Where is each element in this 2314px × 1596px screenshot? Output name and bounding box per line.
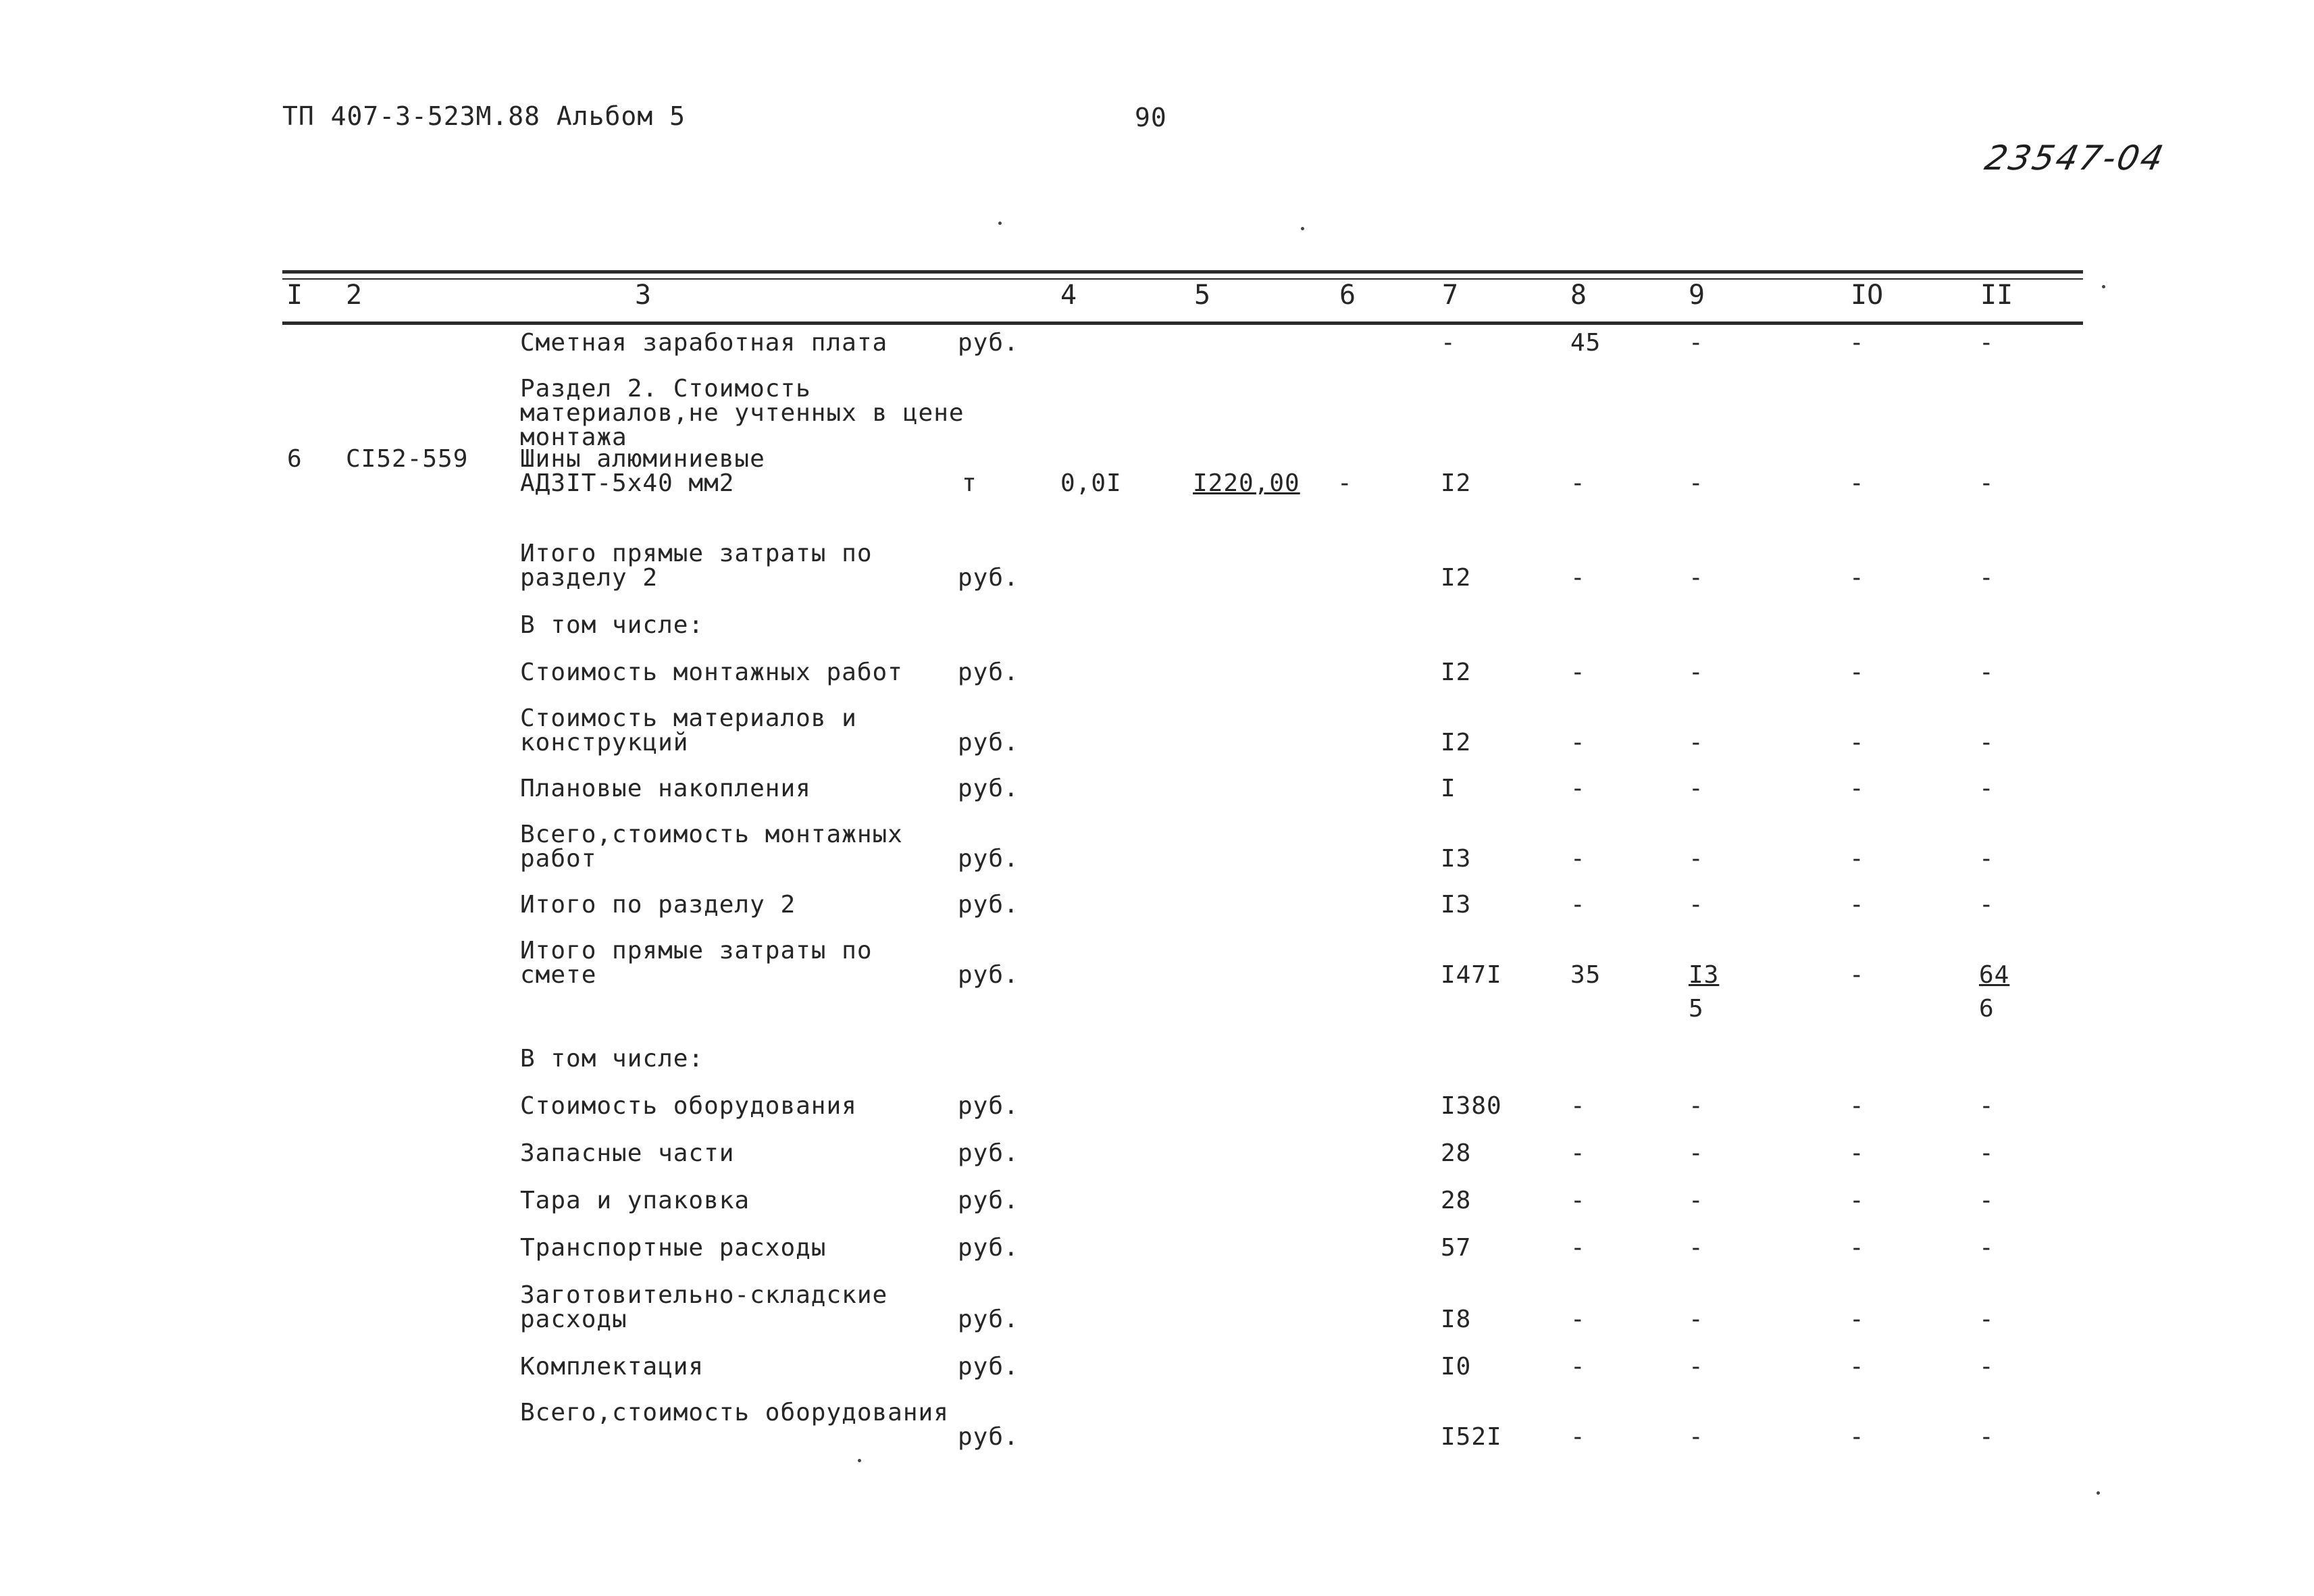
item-unit: руб. xyxy=(958,1234,1019,1262)
item-position: 6 xyxy=(287,445,303,473)
cell-col8: - xyxy=(1570,1423,1586,1451)
item-unit: руб. xyxy=(958,845,1019,873)
scan-speck xyxy=(858,1459,861,1462)
cell-col7: I2 xyxy=(1441,729,1472,756)
column-header: 6 xyxy=(1339,280,1356,311)
cell-col11: 64 xyxy=(1979,961,2010,989)
cell-col7: 57 xyxy=(1441,1234,1472,1262)
cell-col11: - xyxy=(1979,845,1995,873)
cell-col10: - xyxy=(1849,729,1865,756)
cell-col11: - xyxy=(1979,891,1995,919)
item-name: Запасные части xyxy=(520,1139,735,1167)
cell-col10: - xyxy=(1849,891,1865,919)
item-unit: руб. xyxy=(958,1306,1019,1333)
inventory-number: 23547-04 xyxy=(1981,138,2169,178)
cell-col9: - xyxy=(1689,1187,1704,1214)
cell-col8: - xyxy=(1570,1187,1586,1214)
cell-col8: - xyxy=(1570,1306,1586,1333)
document-reference: ТП 407-3-523М.88 Альбом 5 xyxy=(282,101,686,131)
item-name: Тара и упаковка xyxy=(520,1187,750,1214)
cell-col10: - xyxy=(1849,329,1865,357)
cell-col7: I xyxy=(1441,775,1456,802)
item-name: Итого по разделу 2 xyxy=(520,891,796,919)
cell-col9: - xyxy=(1689,845,1704,873)
item-name: Всего,стоимость монтажных работ xyxy=(520,821,903,873)
column-header: 9 xyxy=(1689,280,1705,311)
item-name: Шины алюминиевые АДЗIТ-5х40 мм2 xyxy=(520,445,765,497)
scan-speck xyxy=(1301,227,1304,230)
column-header: I xyxy=(286,280,303,311)
cell-col7: I52I xyxy=(1441,1423,1502,1451)
item-name: Транспортные расходы xyxy=(520,1234,827,1262)
cell-col11: - xyxy=(1979,1234,1995,1262)
cell-col7: I8 xyxy=(1441,1306,1472,1333)
item-name: Итого прямые затраты по смете xyxy=(520,937,873,989)
item-name: Заготовительно-складские расходы xyxy=(520,1281,888,1333)
cell-col10: - xyxy=(1849,659,1865,686)
cell-col9: - xyxy=(1689,1423,1704,1451)
cell-col11: - xyxy=(1979,1092,1995,1120)
cell-col11: - xyxy=(1979,329,1995,357)
cell-col9: - xyxy=(1689,729,1704,756)
column-header: 4 xyxy=(1060,280,1077,311)
cell-col5: I220,00 xyxy=(1193,469,1300,497)
item-unit: руб. xyxy=(958,1423,1019,1451)
cell-col8: 45 xyxy=(1570,329,1601,357)
cell-col8: 35 xyxy=(1570,961,1601,989)
cell-col7: 28 xyxy=(1441,1139,1472,1167)
cell-col11: - xyxy=(1979,659,1995,686)
cell-col9: I3 xyxy=(1689,961,1720,989)
cell-col11: - xyxy=(1979,1139,1995,1167)
cell-col11: - xyxy=(1979,469,1995,497)
column-header: 5 xyxy=(1194,280,1211,311)
table-top-rule xyxy=(282,270,2083,274)
cell-col7: - xyxy=(1441,329,1456,357)
cell-col8: - xyxy=(1570,1092,1586,1120)
cell-col9: - xyxy=(1689,659,1704,686)
item-unit: руб. xyxy=(958,729,1019,756)
cell-col8: - xyxy=(1570,469,1586,497)
cell-col8: - xyxy=(1570,775,1586,802)
cell-col10: - xyxy=(1849,469,1865,497)
cell-col7: 28 xyxy=(1441,1187,1472,1214)
cell-col11: - xyxy=(1979,775,1995,802)
cell-col11: - xyxy=(1979,1187,1995,1214)
cell-col9: - xyxy=(1689,1306,1704,1333)
cell-col10: - xyxy=(1849,564,1865,592)
section-title: Раздел 2. Стоимость материалов,не учтенных в цене монтажа xyxy=(520,375,965,451)
cell-col8: - xyxy=(1570,1353,1586,1381)
scan-speck xyxy=(998,222,1002,225)
cell-col8: - xyxy=(1570,1234,1586,1262)
cell-col7: I2 xyxy=(1441,659,1472,686)
cell-col11: - xyxy=(1979,1306,1995,1333)
cell-col9: - xyxy=(1689,891,1704,919)
item-name: Стоимость оборудования xyxy=(520,1092,857,1120)
item-name: Всего,стоимость оборудования xyxy=(520,1399,949,1426)
cell-col11-sub: 6 xyxy=(1979,995,1995,1023)
table-top-rule-thin xyxy=(282,278,2083,280)
cell-col8: - xyxy=(1570,845,1586,873)
item-unit: т xyxy=(962,469,977,497)
column-header: 2 xyxy=(346,280,363,311)
cell-col6: - xyxy=(1337,469,1353,497)
cell-col9: - xyxy=(1689,1092,1704,1120)
cell-col4: 0,0I xyxy=(1060,469,1122,497)
column-header: 7 xyxy=(1442,280,1459,311)
cell-col10: - xyxy=(1849,1234,1865,1262)
item-unit: руб. xyxy=(958,1187,1019,1214)
item-unit: руб. xyxy=(958,775,1019,802)
column-header: 3 xyxy=(635,280,652,311)
item-name: Комплектация xyxy=(520,1353,704,1381)
scan-speck xyxy=(2097,1491,2100,1495)
cell-col10: - xyxy=(1849,1423,1865,1451)
cell-col8: - xyxy=(1570,1139,1586,1167)
cell-col9: - xyxy=(1689,564,1704,592)
scan-speck xyxy=(2102,285,2105,288)
cell-col10: - xyxy=(1849,1187,1865,1214)
item-unit: руб. xyxy=(958,659,1019,686)
cell-col9: - xyxy=(1689,329,1704,357)
item-name: Стоимость монтажных работ xyxy=(520,659,903,686)
item-name: Сметная заработная плата xyxy=(520,329,888,357)
item-code: СI52-559 xyxy=(346,445,469,473)
cell-col9-sub: 5 xyxy=(1689,995,1704,1023)
cell-col10: - xyxy=(1849,1092,1865,1120)
cell-col9: - xyxy=(1689,1139,1704,1167)
item-unit: руб. xyxy=(958,564,1019,592)
cell-col10: - xyxy=(1849,845,1865,873)
cell-col8: - xyxy=(1570,659,1586,686)
item-name: Стоимость материалов и конструкций xyxy=(520,704,857,756)
cell-col7: I3 xyxy=(1441,891,1472,919)
cell-col7: I0 xyxy=(1441,1353,1472,1381)
cell-col7: I380 xyxy=(1441,1092,1502,1120)
cell-col9: - xyxy=(1689,469,1704,497)
item-unit: руб. xyxy=(958,1092,1019,1120)
subheading-text: В том числе: xyxy=(520,1045,704,1073)
cell-col9: - xyxy=(1689,775,1704,802)
item-unit: руб. xyxy=(958,891,1019,919)
cell-col10: - xyxy=(1849,1139,1865,1167)
cell-col10: - xyxy=(1849,1353,1865,1381)
cell-col10: - xyxy=(1849,775,1865,802)
item-unit: руб. xyxy=(958,961,1019,989)
cell-col11: - xyxy=(1979,1353,1995,1381)
cell-col11: - xyxy=(1979,564,1995,592)
table-header-rule xyxy=(282,321,2083,325)
item-unit: руб. xyxy=(958,329,1019,357)
item-unit: руб. xyxy=(958,1139,1019,1167)
column-header: 8 xyxy=(1570,280,1587,311)
cell-col8: - xyxy=(1570,729,1586,756)
cell-col10: - xyxy=(1849,961,1865,989)
cell-col7: I47I xyxy=(1441,961,1502,989)
item-name: Плановые накопления xyxy=(520,775,811,802)
cell-col10: - xyxy=(1849,1306,1865,1333)
column-header: IO xyxy=(1851,280,1884,311)
item-unit: руб. xyxy=(958,1353,1019,1381)
column-header: II xyxy=(1980,280,2013,311)
cell-col11: - xyxy=(1979,729,1995,756)
subheading-text: В том числе: xyxy=(520,611,704,639)
cell-col8: - xyxy=(1570,564,1586,592)
cell-col7: I2 xyxy=(1441,564,1472,592)
cell-col11: - xyxy=(1979,1423,1995,1451)
cell-col7: I3 xyxy=(1441,845,1472,873)
item-name: Итого прямые затраты по разделу 2 xyxy=(520,540,873,592)
cell-col7: I2 xyxy=(1441,469,1472,497)
cell-col8: - xyxy=(1570,891,1586,919)
page-number: 90 xyxy=(1135,103,1167,132)
cell-col9: - xyxy=(1689,1234,1704,1262)
cell-col9: - xyxy=(1689,1353,1704,1381)
